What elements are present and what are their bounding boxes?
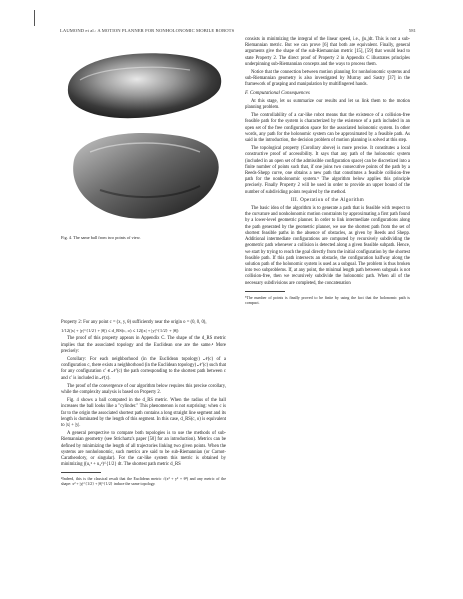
left-column	[61, 320, 226, 488]
edge-mark	[34, 10, 35, 26]
paragraph: The topological property (Corollary above) is more precise. It constitutes a local constructive proof of accessibility. It says that any path of the holonomic system (included in an open set of the admissible configuration space) can be discretized into a finite number of points such that, if one joins two consecutive points of the path by a Reeds-Shepp curve, one obtains a new path that constitutes a feasible collision-free path for the nonholonomic system.⁵ The algorithm below applies this principle precisely. Finally Property 2 will be used in order to provide an upper bound of the number of subdividing points required by the method.	[245, 146, 410, 195]
paragraph: Corollary: For each neighborhood (in the Euclidean topology) 𝒩(c) of a configuration c, there exists a neighborhood (in the Euclidean topology) 𝒩′(c) such that for any configuration c′ ∈ 𝒩′(c) the path corresponding to the shortest path between c and c′ is included in 𝒩(c).	[61, 357, 226, 381]
paragraph: consists in minimizing the integral of the linear speed, i.e., ∫|u₁|dt. This is not a sub-Riemannian metric. But we can prove [6] that both are equivalent. Finally, general arguments give the shape of the sub-Riemannian metric [15], [59] that would lead to state Property 2. The direct proof of Property 2 in Appendix C illustrates principles underpinning sub-Riemannian concepts and the ways to process them.	[245, 37, 410, 67]
ball-view-bottom	[73, 133, 219, 219]
paragraph: The controllability of a car-like robot means that the existence of a collision-free feasible path for the system is characterized by the existence of a path included in an open set of the free configuration space for the associated holonomic system. In other words, any path for the holonomic system can be approximated by a feasible path. As said in the introduction, the decision problem of motion planning is solved at this step.	[245, 113, 410, 144]
running-head	[60, 28, 416, 33]
right-column	[245, 37, 410, 307]
running-head-title: LAUMOND et al.: A MOTION PLANNER FOR NONHOLONOMIC MOBILE ROBOTS	[60, 28, 235, 33]
paragraph: Property 2: For any point c = (x, y, θ) sufficiently near the origin o = (0, 0, 0),	[61, 320, 207, 325]
paragraph: The proof of this property appears in Appendix C. The shape of the d_RS metric implies that the associated topology and the Euclidean one are the same.⁴ More precisely:	[61, 336, 226, 354]
paragraph: The proof of the convergence of our algorithm below requires this precise corollary, while the complexity analysis is based on Property 2.	[61, 383, 226, 396]
paragraph: Fig. 4 shows a ball computed in the d_RS metric. When the radius of the ball increases the ball looks like a "cylinder." This phenomenon is not surprising: when c is far to the origin the associated shortest path contains a long straight line segment and its length is dominated by the length of this segment. In this case, d_RS(c, o) is equivalent to |x| + |y|.	[61, 398, 226, 429]
footnote: ⁵The number of points is finally proved to be finite by using the fact that the holonomic path is compact.	[245, 294, 410, 305]
subsection-title: F. Computational Consequences	[245, 90, 310, 96]
ball-view-top	[68, 53, 221, 118]
figure-ball-views	[60, 40, 228, 230]
paragraph: At this stage, let us summarize our results and let us link them to the motion planning problem.	[245, 98, 410, 111]
footnote-rule	[245, 291, 285, 292]
paragraph: Notice that the connection between motion planning for nonholonomic systems and sub-Riemannian geometry is also investigated by Murray and Sastry [37] in the framework of grasping and manipulation by multifingered hands.	[245, 70, 410, 88]
page-number: 581	[408, 28, 416, 33]
equation: 1/12(|x| + |y|^{1/2} + |θ|) ≤ d_RS(c, o) ≤ 12(|x| + |y|^{1/2} + |θ|)	[61, 328, 179, 334]
paragraph: A general perspective to compare both topologies is to use the methods of sub-Riemannian geometry (see Strichartz's paper [50] for an introduction). Metrics can be defined by minimizing the length of all trajectories linking two given points. When the systems are nonholonomic, such metrics are said to be sub-Riemannian (or Carnot-Caratheodory, or singular). For the car-like system this metric is obtained by minimizing ∫(u₁² + u₂²)^{1/2} dt. The shortest path metric d_RS	[61, 431, 226, 468]
figure-caption: Fig. 4. The same ball from two points of view.	[61, 235, 141, 240]
footnote-rule	[61, 472, 101, 473]
section-title: III. Operation of the Algorithm	[290, 197, 365, 203]
paragraph: The basic idea of the algorithm is to generate a path that is feasible with respect to the curvature and nonholonomic motion constraints by approximating a first path found by a lower-level geometric planner. In order to link intermediate configurations along the path generated by the geometric planner, we use the shortest path from the set of shortest feasible paths in the absence of obstacles, as given by Reeds and Shepp. Additional intermediate configurations are computed by recursively subdividing the geometric path whenever a collision is detected along a given feasible subpath. Hence, we start by trying to reach the goal directly from the initial configuration by the shortest feasible path. If this path intersects an obstacle, the configuration halfway along the solution path of the holonomic system is used as a subgoal. The problem is thus broken into two subproblems. If, at any point, the minimal length path between subgoals is not collision-free, then we recursively subdivide the holonomic path. When all of the necessary subdivisions are completed, the concatenation	[245, 206, 410, 286]
footnote: ⁴Indeed, this is the classical result that the Euclidean metric √(x² + y² + θ²) and any metric of the shape: x² + |y|^{1/2} + |θ|^{1/2} induce the same topology.	[61, 476, 226, 487]
